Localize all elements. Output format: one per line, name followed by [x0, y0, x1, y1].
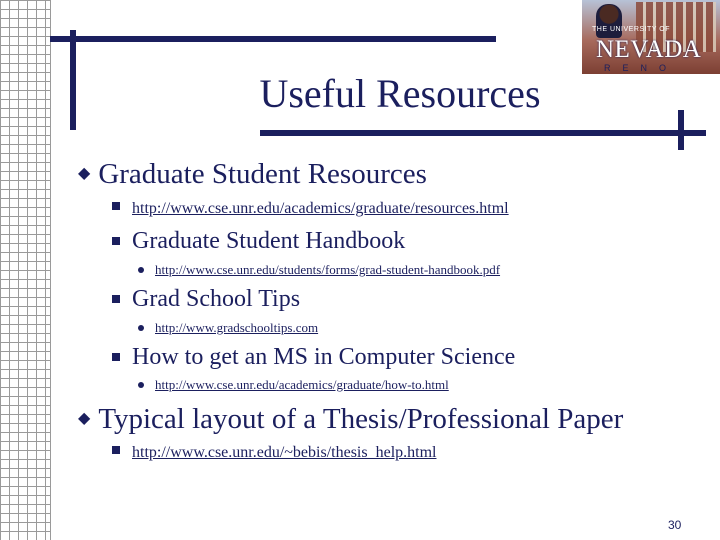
bullet-resources-link — [112, 200, 509, 218]
circle-bullet-icon — [138, 325, 144, 331]
bullet-tips-link — [138, 320, 318, 336]
bullet-label: Typical layout of a Thesis/Professional Paper — [98, 403, 624, 435]
circle-bullet-icon — [138, 267, 144, 273]
title-bar-bottom-right-vertical — [678, 110, 684, 150]
title-bar-top — [50, 36, 496, 42]
logo-text-univ: THE UNIVERSITY OF — [592, 26, 670, 33]
page-number: 30 — [668, 518, 682, 532]
bullet-label: Graduate Student Resources — [98, 158, 427, 190]
tips-link[interactable]: http://www.gradschooltips.com — [155, 320, 319, 335]
square-bullet-icon — [112, 295, 120, 303]
logo-text-reno: RENO — [604, 63, 679, 73]
square-bullet-icon — [112, 237, 120, 245]
diamond-bullet-icon: ◆ — [78, 410, 91, 427]
slide-title: Useful Resources — [259, 71, 541, 116]
square-bullet-icon — [112, 353, 120, 361]
square-bullet-icon — [112, 202, 120, 210]
bullet-label: How to get an MS in Computer Science — [132, 344, 516, 370]
university-logo — [582, 0, 720, 74]
bullet-thesis-link — [112, 444, 436, 462]
bullet-handbook — [112, 228, 405, 255]
logo-text-nevada: NEVADA — [596, 36, 702, 63]
title-bar-top-left-vertical — [70, 30, 76, 130]
bullet-handbook-link — [138, 262, 500, 278]
thesis-link[interactable]: http://www.cse.unr.edu/~bebis/thesis_help.html — [132, 444, 437, 461]
diamond-bullet-icon: ◆ — [78, 165, 91, 182]
bullet-tips — [112, 286, 300, 313]
bullet-grad-resources — [78, 158, 427, 191]
grid-decoration — [0, 0, 51, 540]
ms-link[interactable]: http://www.cse.unr.edu/academics/graduate/how-to.html — [155, 377, 449, 392]
bullet-label: Grad School Tips — [132, 286, 301, 312]
bullet-ms — [112, 344, 515, 371]
bullet-ms-link — [138, 377, 449, 393]
circle-bullet-icon — [138, 382, 144, 388]
title-bar-bottom — [260, 130, 706, 136]
resources-link[interactable]: http://www.cse.unr.edu/academics/graduate/resources.html — [132, 200, 509, 217]
bullet-thesis — [78, 403, 623, 436]
square-bullet-icon — [112, 446, 120, 454]
handbook-link[interactable]: http://www.cse.unr.edu/students/forms/grad-student-handbook.pdf — [155, 262, 501, 277]
bullet-label: Graduate Student Handbook — [132, 228, 406, 254]
